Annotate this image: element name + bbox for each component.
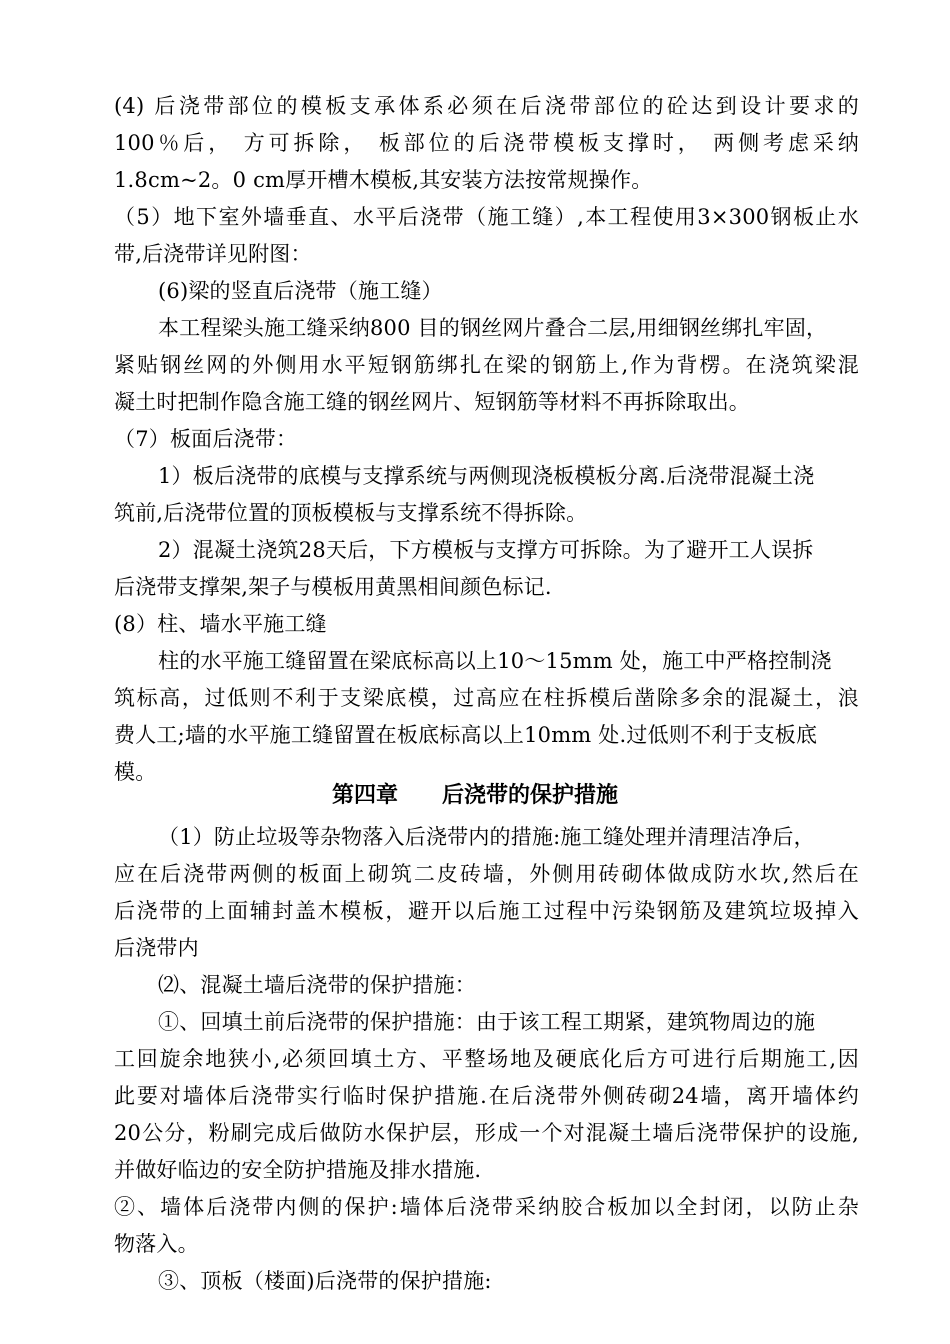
paragraph-line: （1）防止垃圾等杂物落入后浇带内的措施:施工缝处理并清理洁净后， bbox=[158, 825, 815, 849]
paragraph-line: ②、墙体后浇带内侧的保护:墙体后浇带采纳胶合板加以全封闭，以防止杂 bbox=[114, 1195, 859, 1219]
paragraph-line: 筑前,后浇带位置的顶板模板与支撑系统不得拆除。 bbox=[114, 501, 588, 525]
paragraph-line: 20公分，粉刷完成后做防水保护层，形成一个对混凝土墙后浇带保护的设施, bbox=[114, 1121, 859, 1145]
paragraph-line: ③、顶板（楼面)后浇带的保护措施: bbox=[158, 1269, 492, 1293]
paragraph-line: 此要对墙体后浇带实行临时保护措施.在后浇带外侧砖砌24墙，离开墙体约 bbox=[114, 1084, 859, 1108]
paragraph-line: 物落入。 bbox=[114, 1232, 199, 1256]
paragraph-line: （7）板面后浇带： bbox=[114, 427, 298, 451]
paragraph-line: (8）柱、墙水平施工缝 bbox=[114, 612, 327, 636]
paragraph-line: 本工程梁头施工缝采纳800 目的钢丝网片叠合二层,用细钢丝绑扎牢固， bbox=[158, 316, 828, 340]
paragraph-line: ⑵、混凝土墙后浇带的保护措施： bbox=[158, 973, 476, 997]
paragraph-line: ①、回填土前后浇带的保护措施：由于该工程工期紧，建筑物周边的施 bbox=[158, 1010, 816, 1034]
chapter-heading: 第四章 后浇带的保护措施 bbox=[331, 783, 618, 808]
paragraph-line: 紧贴钢丝网的外侧用水平短钢筋绑扎在梁的钢筋上,作为背楞。在浇筑梁混 bbox=[114, 353, 859, 377]
paragraph-line: 带,后浇带详见附图： bbox=[114, 242, 312, 266]
paragraph-line: 2）混凝土浇筑28天后，下方模板与支撑方可拆除。为了避开工人误拆 bbox=[158, 538, 814, 562]
paragraph-line: 1）板后浇带的底模与支撑系统与两侧现浇板模板分离.后浇带混凝土浇 bbox=[158, 464, 815, 488]
paragraph-line: 1.8cm~2。0 cm厚开槽木模板,其安装方法按常规操作。 bbox=[114, 168, 653, 192]
paragraph-line: 并做好临边的安全防护措施及排水措施. bbox=[114, 1158, 482, 1182]
paragraph-line: 100％后， 方可拆除， 板部位的后浇带模板支撑时， 两侧考虑采纳 bbox=[114, 131, 859, 155]
paragraph-line: 后浇带支撑架,架子与模板用黄黑相间颜色标记. bbox=[114, 575, 552, 599]
paragraph-line: 工回旋余地狭小,必须回填土方、平整场地及硬底化后方可进行后期施工,因 bbox=[114, 1047, 859, 1071]
paragraph-line: 柱的水平施工缝留置在梁底标高以上10～15mm 处，施工中严格控制浇 bbox=[158, 649, 832, 673]
paragraph-line: 筑标高，过低则不利于支梁底模，过高应在柱拆模后凿除多余的混凝土，浪 bbox=[114, 686, 859, 710]
paragraph-line: 模。 bbox=[114, 760, 157, 784]
paragraph-line: 后浇带内 bbox=[114, 936, 199, 960]
paragraph-line: （5）地下室外墙垂直、水平后浇带（施工缝）,本工程使用3×300钢板止水 bbox=[114, 205, 859, 229]
paragraph-line: 应在后浇带两侧的板面上砌筑二皮砖墙，外侧用砖砌体做成防水坎,然后在 bbox=[114, 862, 859, 886]
paragraph-line: 后浇带的上面辅封盖木模板，避开以后施工过程中污染钢筋及建筑垃圾掉入 bbox=[114, 899, 859, 923]
paragraph-line: 费人工;墙的水平施工缝留置在板底标高以上10mm 处.过低则不利于支板底 bbox=[114, 723, 818, 747]
paragraph-line: (4) 后浇带部位的模板支承体系必须在后浇带部位的砼达到设计要求的 bbox=[114, 94, 859, 118]
paragraph-line: (6)梁的竖直后浇带（施工缝） bbox=[158, 279, 443, 303]
paragraph-line: 凝土时把制作隐含施工缝的钢丝网片、短钢筋等材料不再拆除取出。 bbox=[114, 390, 750, 414]
